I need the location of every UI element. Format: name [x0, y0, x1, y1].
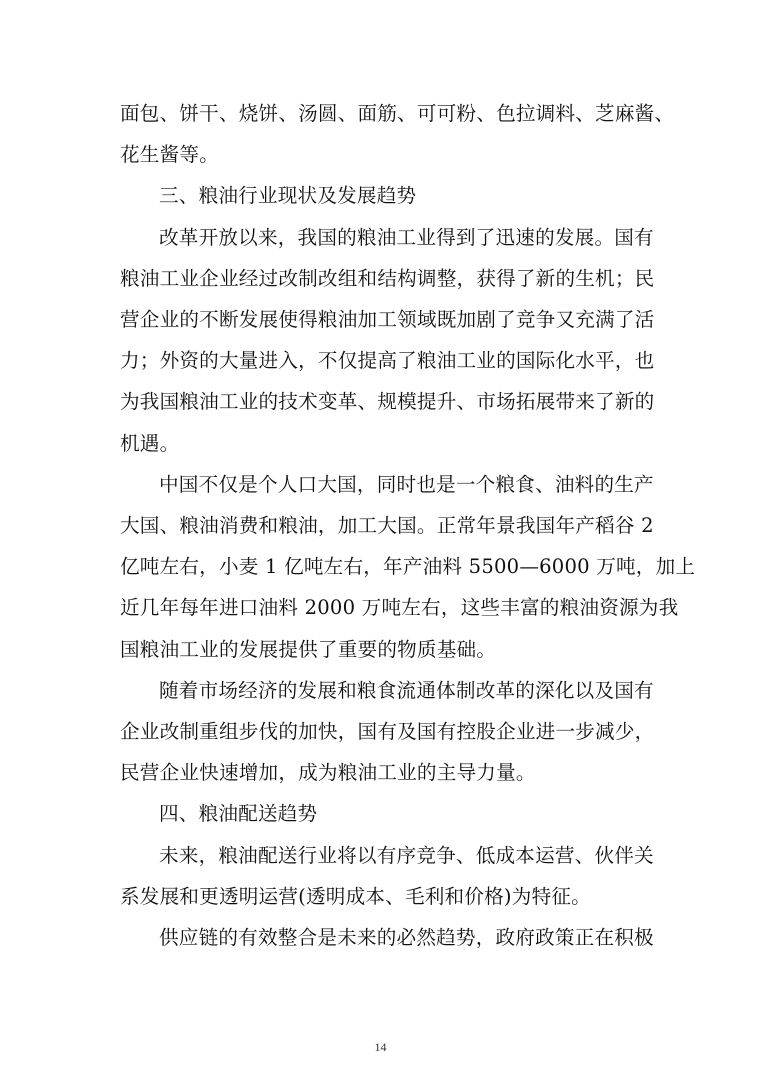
text-line: 近几年每年进口油料 2000 万吨左右，这些丰富的粮油资源为我 — [120, 596, 679, 620]
text-line: 中国不仅是个人口大国，同时也是一个粮食、油料的生产 — [159, 472, 654, 496]
paragraph-china-production — [120, 464, 696, 670]
text-line: 供应链的有效整合是未来的必然趋势，政府政策正在积极 — [159, 926, 654, 950]
section-heading-3 — [120, 175, 640, 216]
text-line: 大国、粮油消费和粮油，加工大国。正常年景我国年产稻谷 2 — [120, 514, 654, 538]
section-heading-4 — [120, 793, 640, 834]
text-line: 面包、饼干、烧饼、汤圆、面筋、可可粉、色拉调料、芝麻酱、 — [120, 102, 675, 125]
text-line: 花生酱等。 — [120, 143, 219, 167]
text-line: 民营企业快速增加，成为粮油工业的主导力量。 — [120, 761, 536, 785]
text-line: 粮油工业企业经过改制改组和结构调整，获得了新的生机；民 — [120, 266, 655, 290]
text-line: 未来，粮油配送行业将以有序竞争、低成本运营、伙伴关 — [159, 843, 654, 867]
paragraph-future-distribution — [120, 835, 654, 917]
text-line: 为我国粮油工业的技术变革、规模提升、市场拓展带来了新的 — [120, 390, 655, 414]
heading-text: 四、粮油配送趋势 — [159, 802, 318, 826]
text-line: 随着市场经济的发展和粮食流通体制改革的深化以及国有 — [159, 678, 654, 702]
paragraph-reform — [120, 217, 655, 464]
paragraph-supply-chain — [120, 917, 654, 958]
text-line: 国粮油工业的发展提供了重要的物质基础。 — [120, 637, 497, 661]
text-line: 企业改制重组步伐的加快，国有及国有控股企业进一步减少， — [120, 720, 655, 744]
text-line: 机遇。 — [120, 431, 180, 455]
heading-text: 三、粮油行业现状及发展趋势 — [159, 184, 417, 208]
text-line: 力；外资的大量进入，不仅提高了粮油工业的国际化水平，也 — [120, 349, 655, 373]
text-line: 改革开放以来，我国的粮油工业得到了迅速的发展。国有 — [159, 225, 654, 249]
paragraph-continuation — [120, 93, 675, 175]
page-number: 14 — [374, 1040, 387, 1054]
text-line: 亿吨左右，小麦 1 亿吨左右，年产油料 5500—6000 万吨，加上 — [120, 555, 696, 579]
text-line: 营企业的不断发展使得粮油加工领域既加剧了竞争又充满了活 — [120, 308, 655, 332]
page-body — [120, 93, 696, 958]
text-line: 系发展和更透明运营(透明成本、毛利和价格)为特征。 — [120, 884, 591, 908]
paragraph-market-economy — [120, 670, 655, 794]
